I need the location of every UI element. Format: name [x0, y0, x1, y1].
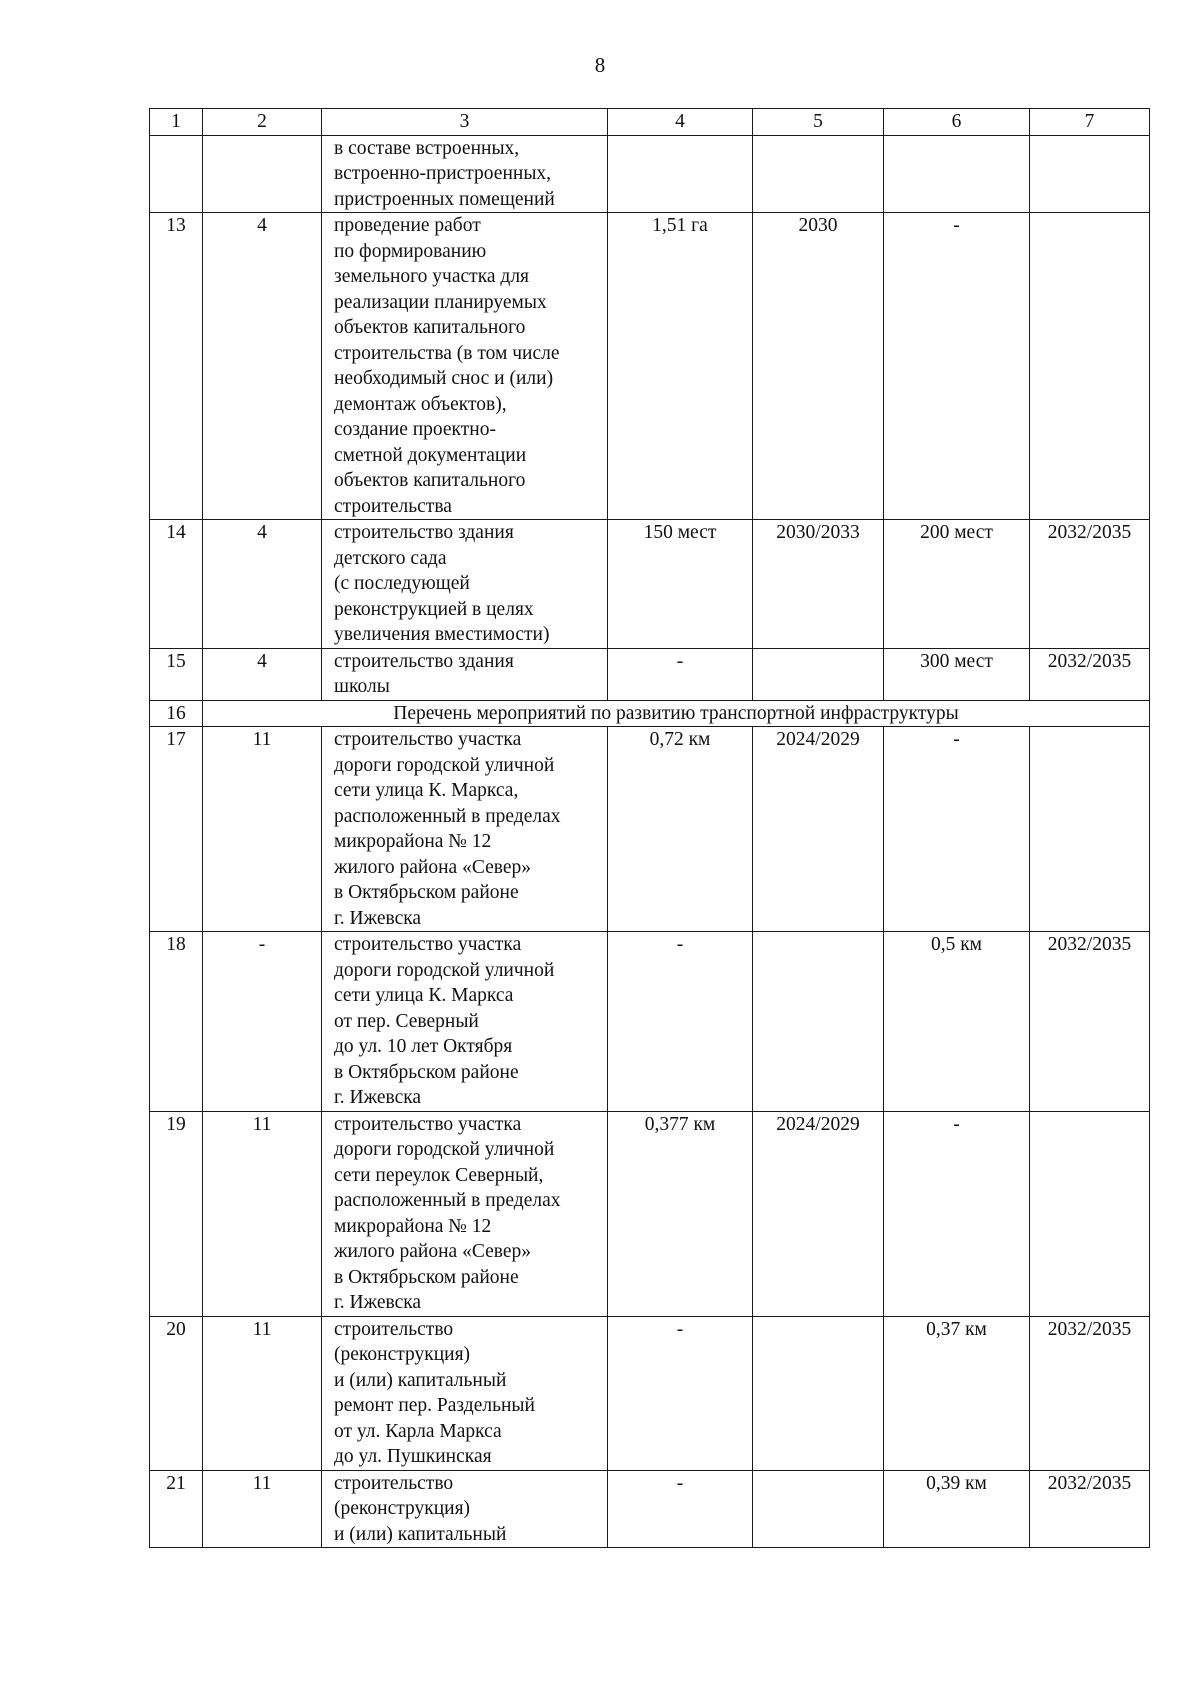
column-6-cell: 300 мест: [884, 648, 1030, 700]
description-line: создание проектно-: [334, 419, 496, 440]
description-line: от ул. Карла Маркса: [334, 1420, 502, 1442]
column-4-cell: -: [608, 1470, 753, 1548]
column-2-cell: 4: [203, 213, 322, 520]
row-number-cell: 21: [150, 1470, 203, 1548]
description-line: дороги городской уличной: [334, 1139, 555, 1160]
column-4-cell: -: [608, 932, 753, 1112]
description-line: строительство здания: [334, 522, 514, 543]
table-body: [150, 109, 1150, 1548]
description-cell: [322, 1316, 608, 1470]
description-line: от пер. Северный: [334, 1010, 479, 1032]
description-line: строительства (в том числе: [334, 342, 560, 364]
description-line: объектов капитального: [334, 470, 526, 491]
table-row: [150, 213, 1150, 520]
column-4-cell: 150 мест: [608, 520, 753, 649]
column-7-cell: [1030, 727, 1150, 932]
column-4-cell: -: [608, 1316, 753, 1470]
table-row: [150, 1111, 1150, 1316]
row-number-cell: 14: [150, 520, 203, 649]
column-7-cell: 2032/2035: [1030, 1470, 1150, 1548]
description-line: по формированию: [334, 240, 487, 262]
description-line: строительство участка: [334, 729, 522, 750]
description-cell: [322, 727, 608, 932]
column-2-cell: 11: [203, 1111, 322, 1316]
column-2-cell: 11: [203, 1316, 322, 1470]
column-7-cell: 2032/2035: [1030, 932, 1150, 1112]
column-5-cell: [753, 135, 884, 213]
description-line: демонтаж объектов),: [334, 393, 507, 415]
description-line: (с последующей: [334, 573, 470, 594]
column-7-cell: 2032/2035: [1030, 520, 1150, 649]
description-cell: [322, 1470, 608, 1548]
column-7-cell: [1030, 135, 1150, 213]
description-line: в Октябрьском районе: [334, 882, 519, 903]
description-line: строительство здания: [334, 650, 514, 672]
column-5-cell: 2030/2033: [753, 520, 884, 649]
table-row: [150, 932, 1150, 1112]
description-line: (реконструкция): [334, 1344, 471, 1365]
description-line: в Октябрьском районе: [334, 1061, 519, 1083]
description-line: увеличения вместимости): [334, 624, 550, 645]
column-4-cell: [608, 135, 753, 213]
description-cell: [322, 213, 608, 520]
column-7-cell: 2032/2035: [1030, 648, 1150, 700]
column-5-cell: 2030: [753, 213, 884, 520]
description-line: объектов капитального: [334, 317, 526, 338]
description-line: в составе встроенных,: [334, 137, 520, 159]
table-row: [150, 1316, 1150, 1470]
description-line: (реконструкция): [334, 1498, 471, 1519]
description-line: дороги городской уличной: [334, 754, 555, 776]
column-5-cell: 2024/2029: [753, 1111, 884, 1316]
description-line: г. Ижевска: [334, 1292, 422, 1313]
description-line: детского сада: [334, 547, 447, 569]
column-6-cell: 0,39 км: [884, 1470, 1030, 1548]
description-line: реализации планируемых: [334, 291, 547, 313]
description-line: необходимый снос и (или): [334, 368, 554, 389]
column-5-cell: 2024/2029: [753, 727, 884, 932]
header-cell-4: 4: [608, 109, 753, 136]
description-line: г. Ижевска: [334, 1087, 422, 1108]
description-line: микрорайона № 12: [334, 1215, 492, 1237]
header-cell-1: 1: [150, 109, 203, 136]
column-5-cell: [753, 1470, 884, 1548]
description-line: встроенно-пристроенных,: [334, 163, 552, 184]
table-row: [150, 648, 1150, 700]
row-number-cell: 16: [150, 700, 203, 727]
description-line: строительство: [334, 1472, 454, 1494]
description-line: сети переулок Северный,: [334, 1164, 544, 1186]
row-number-cell: 15: [150, 648, 203, 700]
table-row: [150, 727, 1150, 932]
description-line: земельного участка для: [334, 266, 530, 287]
description-line: сметной документации: [334, 444, 527, 466]
description-line: до ул. 10 лет Октября: [334, 1036, 513, 1057]
column-4-cell: 0,377 км: [608, 1111, 753, 1316]
description-cell: [322, 135, 608, 213]
column-5-cell: [753, 1316, 884, 1470]
header-cell-5: 5: [753, 109, 884, 136]
column-6-cell: 0,5 км: [884, 932, 1030, 1112]
description-line: школы: [334, 676, 390, 697]
description-line: строительство участка: [334, 1113, 522, 1135]
header-cell-2: 2: [203, 109, 322, 136]
column-6-cell: -: [884, 1111, 1030, 1316]
description-line: в Октябрьском районе: [334, 1266, 519, 1288]
column-5-cell: [753, 932, 884, 1112]
column-5-cell: [753, 648, 884, 700]
column-2-cell: 11: [203, 1470, 322, 1548]
description-cell: [322, 932, 608, 1112]
column-6-cell: -: [884, 213, 1030, 520]
column-2-cell: -: [203, 932, 322, 1112]
description-line: микрорайона № 12: [334, 831, 492, 852]
row-number-cell: 18: [150, 932, 203, 1112]
column-2-cell: 4: [203, 520, 322, 649]
column-2-cell: 11: [203, 727, 322, 932]
description-line: до ул. Пушкинская: [334, 1446, 492, 1467]
description-line: г. Ижевска: [334, 907, 422, 929]
header-cell-6: 6: [884, 109, 1030, 136]
description-line: и (или) капитальный: [334, 1369, 507, 1391]
row-number-cell: 20: [150, 1316, 203, 1470]
table-row: [150, 135, 1150, 213]
column-6-cell: [884, 135, 1030, 213]
description-line: проведение работ: [334, 215, 481, 236]
column-6-cell: 0,37 км: [884, 1316, 1030, 1470]
description-line: строительство участка: [334, 934, 522, 955]
table-header-row: [150, 109, 1150, 136]
row-number-cell: 19: [150, 1111, 203, 1316]
description-line: сети улица К. Маркса: [334, 985, 514, 1006]
description-line: расположенный в пределах: [334, 1190, 561, 1211]
description-cell: [322, 648, 608, 700]
row-number-cell: 13: [150, 213, 203, 520]
table-row: [150, 1470, 1150, 1548]
header-cell-3: 3: [322, 109, 608, 136]
column-4-cell: 1,51 га: [608, 213, 753, 520]
column-2-cell: [203, 135, 322, 213]
row-number-cell: 17: [150, 727, 203, 932]
description-cell: [322, 1111, 608, 1316]
column-6-cell: -: [884, 727, 1030, 932]
column-2-cell: 4: [203, 648, 322, 700]
page-number: 8: [594, 53, 606, 77]
column-7-cell: [1030, 213, 1150, 520]
description-line: дороги городской уличной: [334, 959, 555, 981]
description-line: жилого района «Север»: [334, 856, 531, 878]
column-4-cell: 0,72 км: [608, 727, 753, 932]
description-cell: [322, 520, 608, 649]
section-title: Перечень мероприятий по развитию транспортной инфраструктуры: [203, 700, 1150, 727]
description-line: жилого района «Север»: [334, 1241, 531, 1262]
description-line: пристроенных помещений: [334, 188, 555, 210]
description-line: ремонт пер. Раздельный: [334, 1395, 535, 1416]
description-line: сети улица К. Маркса,: [334, 780, 519, 801]
column-6-cell: 200 мест: [884, 520, 1030, 649]
description-line: расположенный в пределах: [334, 805, 561, 827]
description-line: реконструкцией в целях: [334, 598, 534, 620]
column-4-cell: -: [608, 648, 753, 700]
column-7-cell: 2032/2035: [1030, 1316, 1150, 1470]
description-line: и (или) капитальный: [334, 1523, 507, 1545]
section-row: [150, 700, 1150, 727]
column-7-cell: [1030, 1111, 1150, 1316]
header-cell-7: 7: [1030, 109, 1150, 136]
row-number-cell: [150, 135, 203, 213]
description-line: строительства: [334, 495, 452, 517]
measures-table: [149, 108, 1150, 1548]
description-line: строительство: [334, 1318, 454, 1340]
table-row: [150, 520, 1150, 649]
